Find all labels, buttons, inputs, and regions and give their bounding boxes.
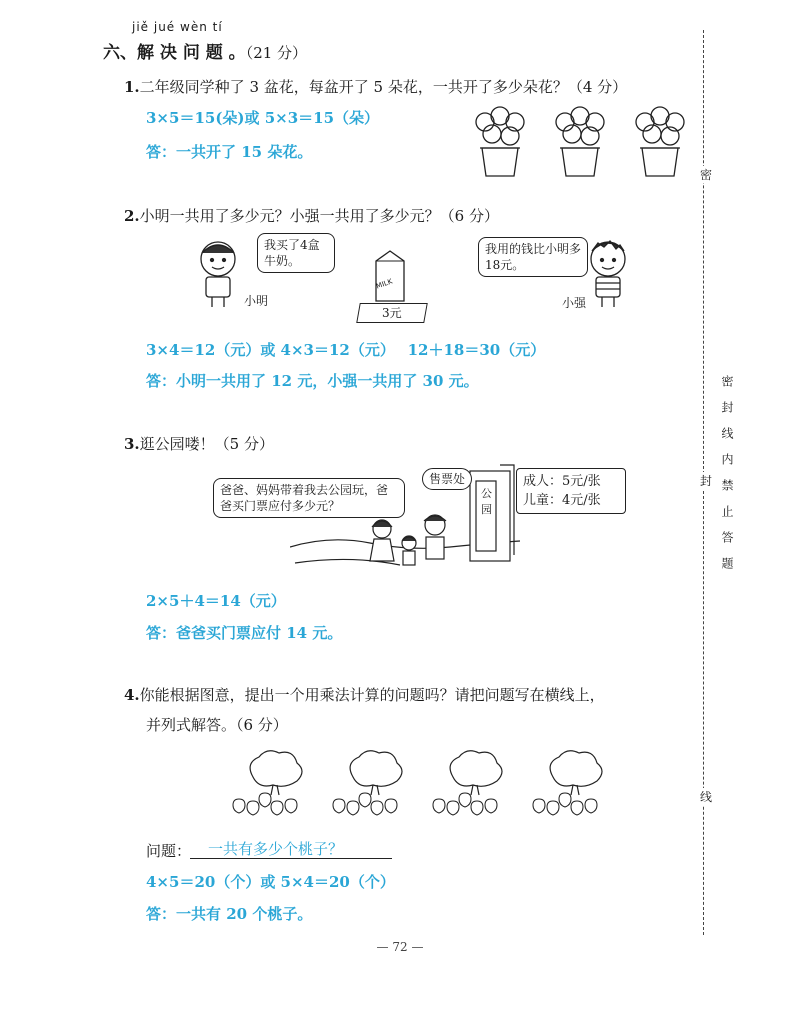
xiaoqiang-figure	[580, 235, 640, 310]
q4-number: 4.	[124, 686, 140, 704]
flower-pot-1	[476, 107, 524, 176]
section-title-text: 六、解 决 问 题 。	[103, 43, 246, 63]
q3-number: 3.	[124, 435, 140, 453]
q2-number: 2.	[124, 207, 140, 225]
xiaoqiang-speech-bubble: 我用的钱比小明多18元。	[478, 237, 588, 277]
family-figures	[370, 515, 446, 565]
price-adult: 成人：5元/张	[523, 474, 601, 489]
q2-calc: 3×4＝12（元）或 4×3＝12（元） 12＋18＝30（元）	[146, 341, 546, 359]
q4-question-label: 问题：	[146, 842, 192, 860]
q3-speech-bubble: 爸爸、妈妈带着我去公园玩，爸爸买门票应付多少元？	[213, 478, 405, 518]
tree-group-3	[433, 751, 502, 815]
price-tag	[356, 303, 428, 323]
q3-answer: 答：爸爸买门票应付 14 元。	[146, 624, 343, 642]
xiaoqiang-name: 小强	[562, 296, 587, 310]
price-tag-text: 3元	[382, 306, 402, 320]
q2-text	[124, 205, 499, 226]
q1-prompt: 二年级同学种了 3 盆花，每盆开了 5 朵花，一共开了多少朵花？（4 分）	[139, 78, 628, 96]
section-pinyin: jiě jué wèn tí	[132, 20, 223, 34]
milk-carton-icon	[370, 247, 410, 302]
q4-answer: 答：一共有 20 个桃子。	[146, 905, 313, 923]
page-number: — 72 —	[376, 940, 424, 954]
park-gate-sign: 公园	[481, 487, 492, 516]
milk-label: MILK	[375, 277, 394, 291]
flower-pot-2	[556, 107, 604, 176]
q4-text-line2: 并列式解答。（6 分）	[146, 716, 288, 734]
ticket-office-sign: 售票处	[422, 468, 472, 490]
q3-prompt: 逛公园喽！（5 分）	[139, 435, 274, 453]
seal-mark-top: 密	[700, 168, 713, 182]
price-child: 儿童：4元/张	[523, 493, 601, 508]
xiaoming-figure	[190, 235, 250, 310]
tree-group-4	[533, 751, 602, 815]
q2-answer: 答：小明一共用了 12 元，小强一共用了 30 元。	[146, 372, 479, 390]
q3-text	[124, 433, 274, 454]
q4-question-answer: 一共有多少个桃子？	[208, 840, 344, 858]
seal-instruction: 密封线内禁止答题	[720, 375, 734, 583]
q4-question-line	[190, 836, 392, 859]
q1-answer: 答：一共开了 15 朵花。	[146, 143, 313, 161]
peach-trees-illustration	[225, 745, 625, 830]
tree-group-1	[233, 751, 302, 815]
xiaoming-name: 小明	[244, 294, 269, 308]
flower-pot-3	[636, 107, 684, 176]
seal-mark-bottom: 线	[700, 790, 713, 804]
section-title	[103, 38, 307, 63]
q1-number: 1.	[124, 78, 140, 96]
flower-pots-illustration	[460, 100, 700, 180]
section-score: （21 分）	[245, 44, 308, 62]
q4-calc: 4×5＝20（个）或 5×4＝20（个）	[146, 873, 395, 891]
q4-prompt-1: 你能根据图意，提出一个用乘法计算的问题吗？请把问题写在横线上，	[139, 686, 605, 704]
q3-calc: 2×5＋4＝14（元）	[146, 592, 286, 610]
ticket-price-board	[516, 468, 626, 514]
xiaoming-speech-bubble: 我买了4盒牛奶。	[257, 233, 335, 273]
q1-calc: 3×5＝15(朵)或 5×3＝15（朵）	[146, 109, 380, 127]
q1-text	[124, 76, 627, 97]
tree-group-2	[333, 751, 402, 815]
q2-prompt: 小明一共用了多少元？小强一共用了多少元？（6 分）	[139, 207, 499, 225]
seal-mark-mid: 封	[700, 474, 713, 488]
q4-text-line1	[124, 684, 605, 705]
